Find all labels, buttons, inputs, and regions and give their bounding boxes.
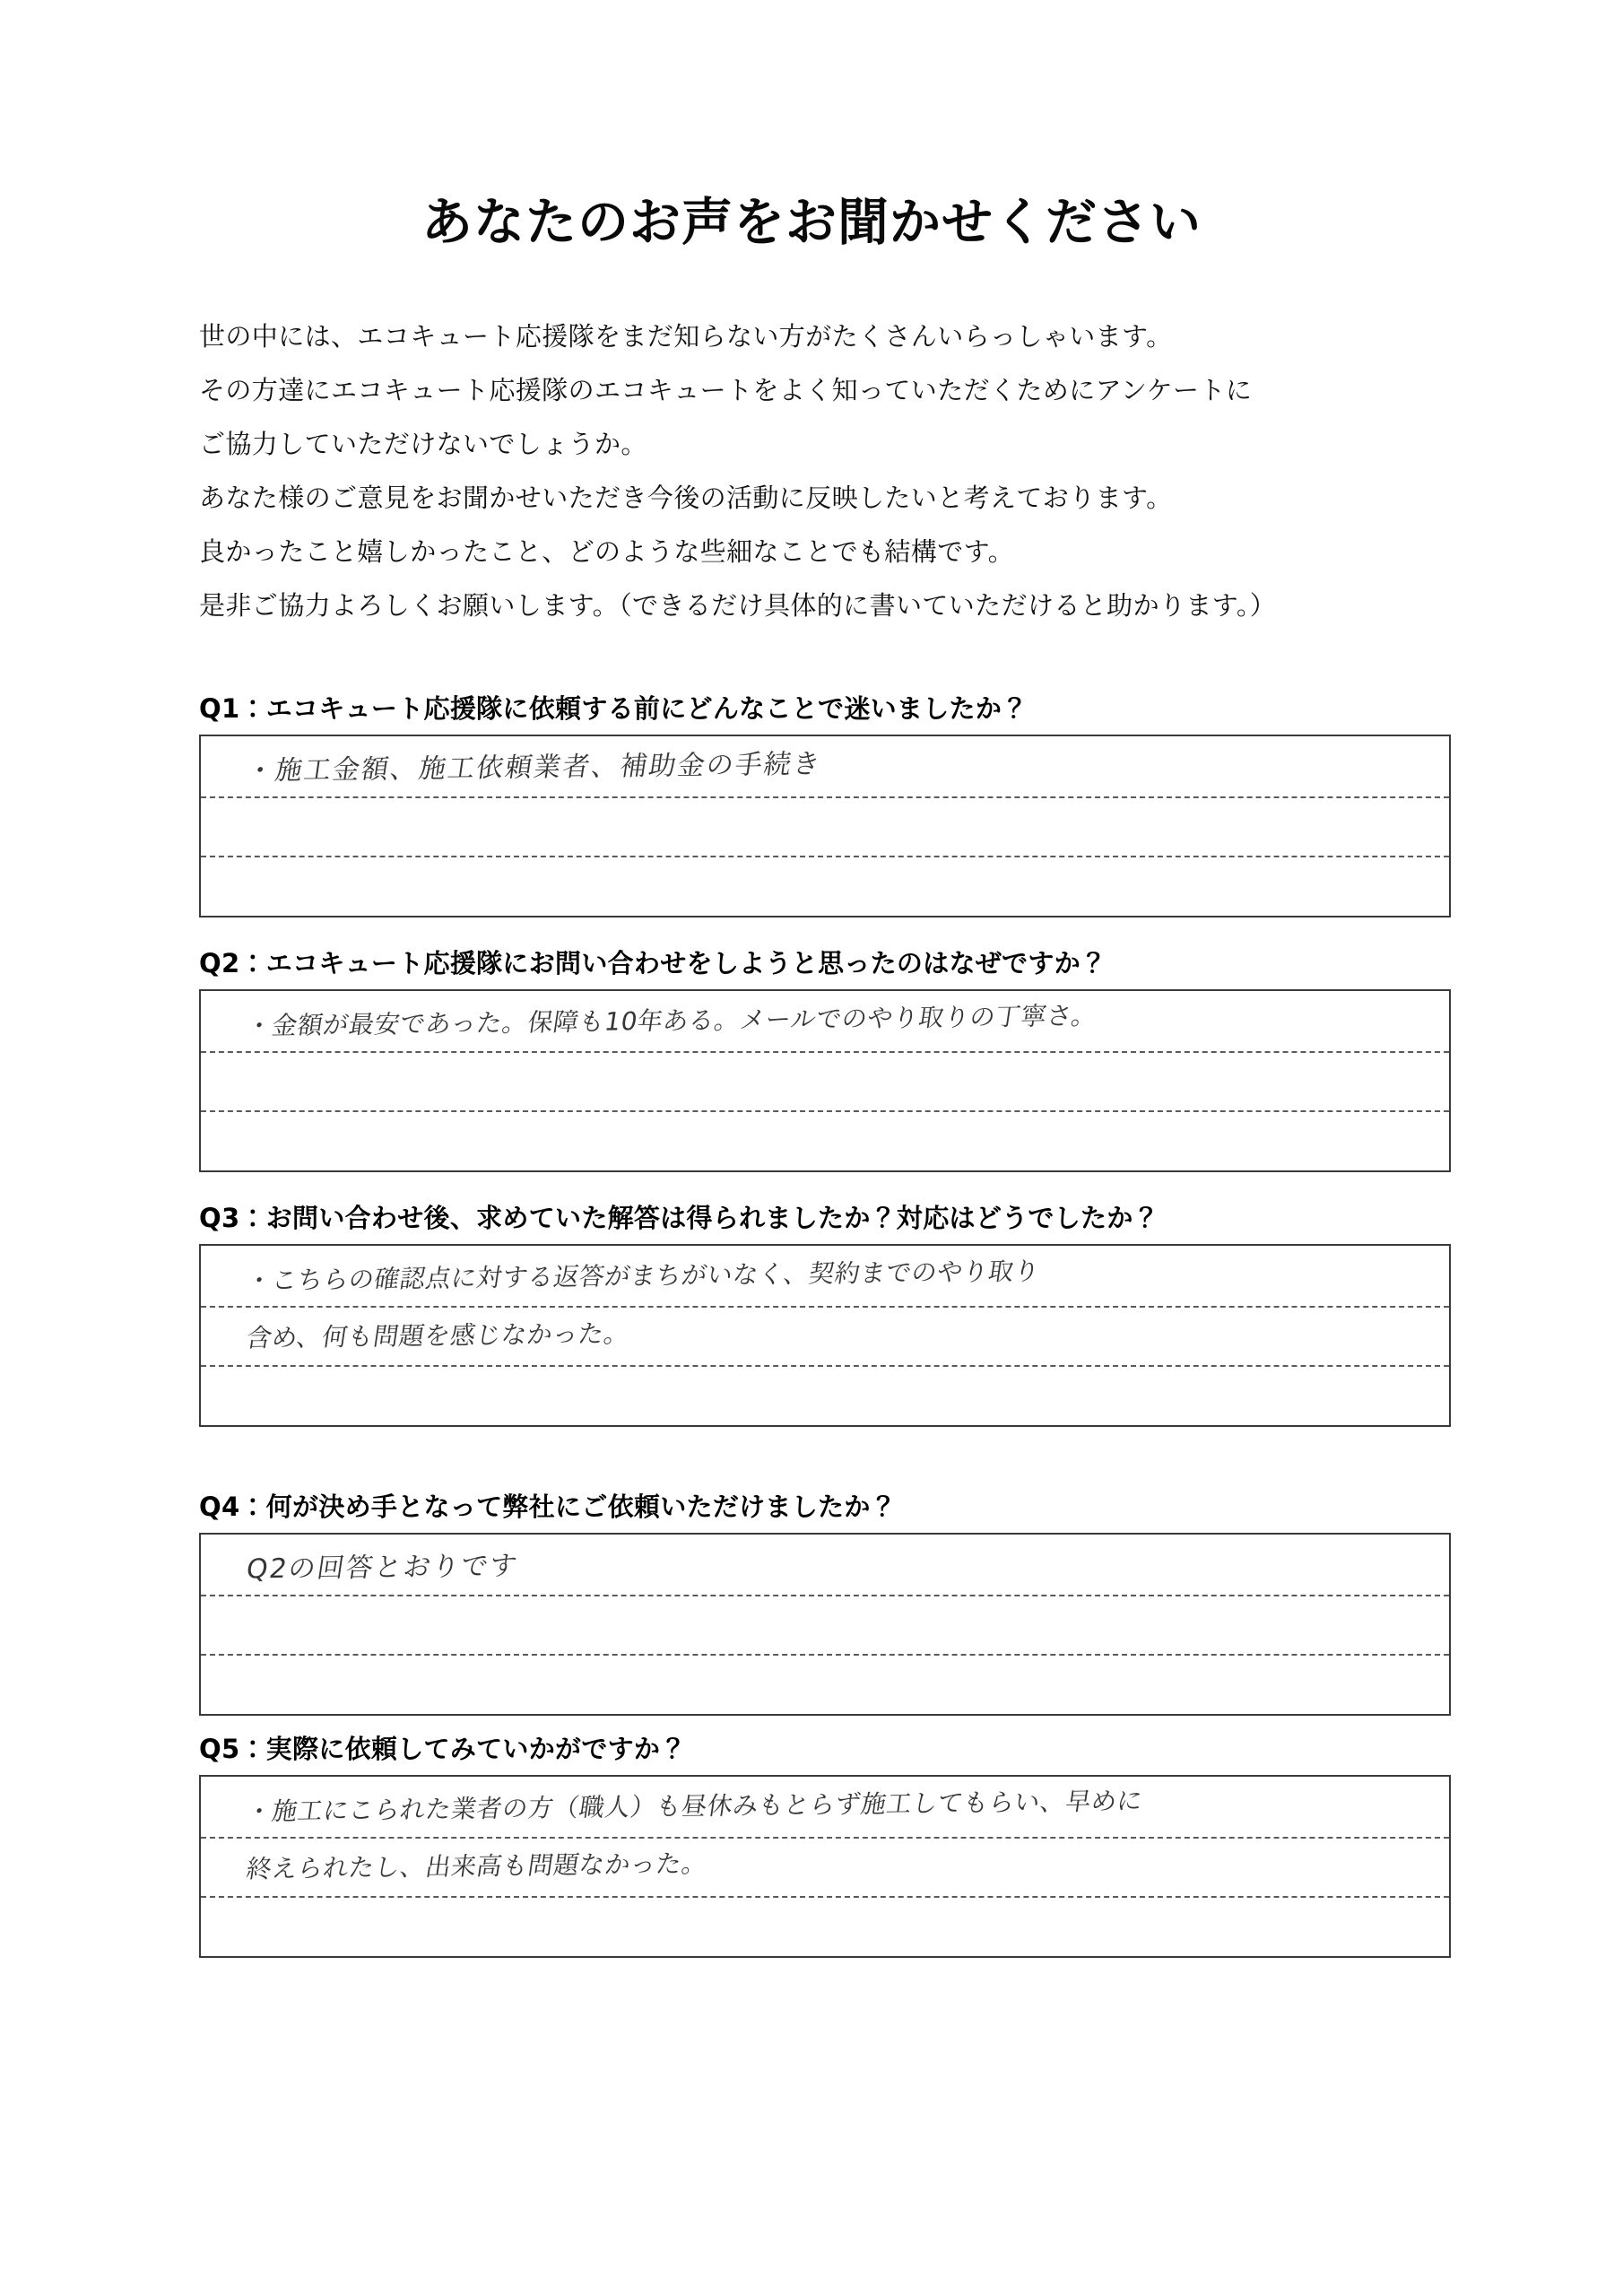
answer-box-q2[interactable] bbox=[199, 989, 1451, 1172]
handwritten-answer-line: ・施工金額、施工依頼業者、補助金の手続き bbox=[244, 748, 824, 787]
question-block-q3 bbox=[199, 1198, 1451, 1427]
handwritten-answer-line: 含め、何も問題を感じなかった。 bbox=[244, 1318, 632, 1353]
question-block-q2 bbox=[199, 944, 1451, 1172]
question-block-q5 bbox=[199, 1729, 1451, 1958]
rule-line bbox=[201, 1654, 1449, 1656]
handwritten-answer-line: 終えられたし、出来高も問題なかった。 bbox=[244, 1848, 710, 1884]
rule-line bbox=[201, 1896, 1449, 1898]
answer-box-q3[interactable] bbox=[199, 1244, 1451, 1427]
intro-line: 良かったこと嬉しかったこと、どのような些細なことでも結構です。 bbox=[199, 536, 1015, 567]
answer-box-q1[interactable] bbox=[199, 735, 1451, 918]
intro-line: 世の中には、エコキュート応援隊をまだ知らない方がたくさんいらっしゃいます。 bbox=[199, 321, 1173, 352]
handwritten-answer-line: ・金額が最安であった。保障も10年ある。メールでのやり取りの丁寧さ。 bbox=[244, 1000, 1099, 1041]
intro-line: あなた様のご意見をお聞かせいただき今後の活動に反映したいと考えております。 bbox=[199, 483, 1173, 513]
handwritten-answer-line: Q2の回答とおりです bbox=[244, 1550, 521, 1586]
rule-line bbox=[201, 856, 1449, 857]
question-block-q4 bbox=[199, 1487, 1451, 1716]
intro-paragraph bbox=[199, 309, 1472, 632]
question-block-q1 bbox=[199, 689, 1451, 918]
question-heading-q1: Q1：エコキュート応援隊に依頼する前にどんなことで迷いましたか？ bbox=[199, 693, 1028, 724]
question-heading-q2: Q2：エコキュート応援隊にお問い合わせをしようと思ったのはなぜですか？ bbox=[199, 948, 1107, 978]
question-heading-q4: Q4：何が決め手となって弊社にご依頼いただけましたか？ bbox=[199, 1492, 897, 1522]
handwritten-answer-line: ・こちらの確認点に対する返答がまちがいなく、契約までのやり取り bbox=[244, 1256, 1042, 1296]
page-title: あなたのお声をお聞かせください bbox=[421, 193, 1202, 253]
rule-line bbox=[201, 1110, 1449, 1112]
handwritten-answer-line: ・施工にこられた業者の方（職人）も昼休みもとらず施工してもらい、早めに bbox=[244, 1786, 1145, 1827]
answer-box-q4[interactable] bbox=[199, 1533, 1451, 1716]
answer-box-q5[interactable] bbox=[199, 1775, 1451, 1958]
intro-line: ご協力していただけないでしょうか。 bbox=[199, 429, 647, 459]
intro-line: 是非ご協力よろしくお願いします。（できるだけ具体的に書いていただけると助かります。） bbox=[199, 590, 1277, 621]
question-heading-q3: Q3：お問い合わせ後、求めていた解答は得られましたか？対応はどうでしたか？ bbox=[199, 1203, 1159, 1233]
rule-line bbox=[201, 1365, 1449, 1367]
intro-line: その方達にエコキュート応援隊のエコキュートをよく知っていただくためにアンケートに bbox=[199, 375, 1253, 405]
question-heading-q5: Q5：実際に依頼してみていかがですか？ bbox=[199, 1734, 687, 1764]
